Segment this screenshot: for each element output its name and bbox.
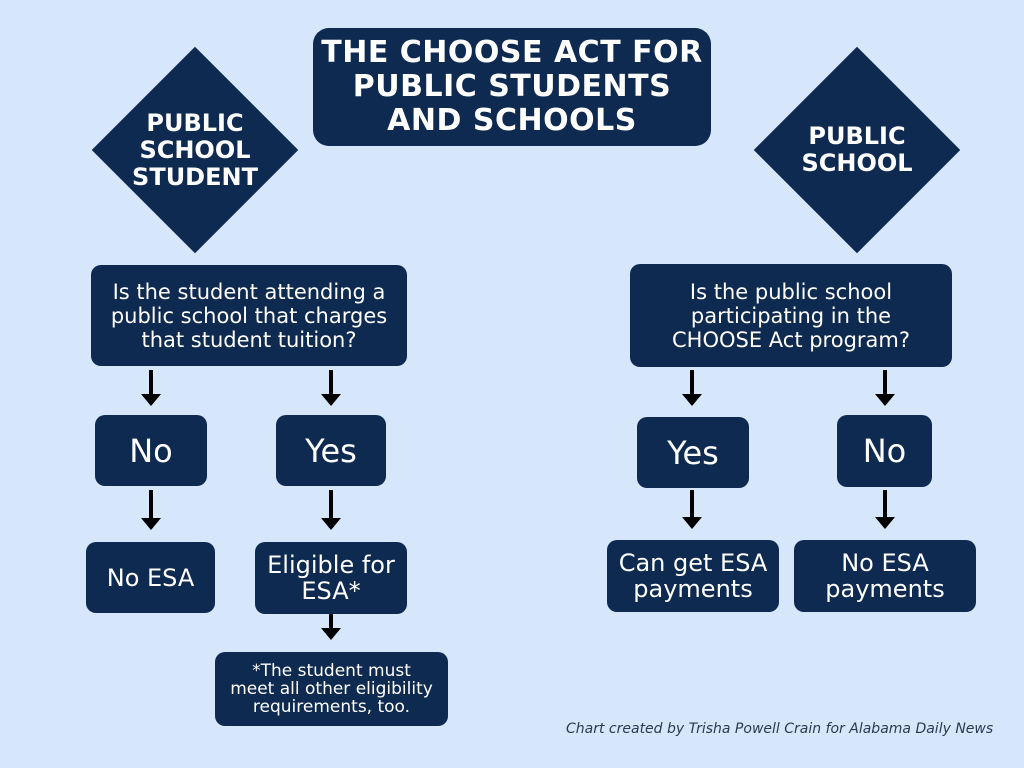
school-answer-yes: Yes [637,417,749,488]
eligibility-footnote: *The student must meet all other eligibility requirements, too. [215,652,448,726]
school-result-no-esa: No ESA payments [794,540,976,612]
student-result-no-esa: No ESA [86,542,215,613]
student-answer-no: No [95,415,207,486]
school-result-can-get-esa: Can get ESA payments [607,540,779,612]
student-answer-yes: Yes [276,415,386,486]
student-diamond-label: PUBLIC SCHOOL STUDENT [132,108,258,191]
student-result-eligible: Eligible for ESA* [255,542,407,614]
arrow-right-yes-result [690,490,694,527]
chart-title: THE CHOOSE ACT FOR PUBLIC STUDENTS AND SCHOOLS [313,28,711,146]
school-answer-no: No [837,415,932,487]
arrow-left-no-result [149,490,153,528]
arrow-left-no [149,370,153,404]
arrow-left-yes [329,370,333,404]
arrow-right-no-result [883,490,887,527]
school-question-box: Is the public school participating in the CHOOSE Act program? [630,264,952,367]
arrow-left-yes-result [329,490,333,528]
student-question-box: Is the student attending a public school that charges that student tuition? [91,265,407,366]
arrow-footnote [329,614,333,638]
arrow-right-yes [690,370,694,404]
school-diamond-label: PUBLIC SCHOOL [801,122,913,177]
chart-credit: Chart created by Trisha Powell Crain for Alabama Daily News [566,721,994,737]
arrow-right-no [883,370,887,404]
